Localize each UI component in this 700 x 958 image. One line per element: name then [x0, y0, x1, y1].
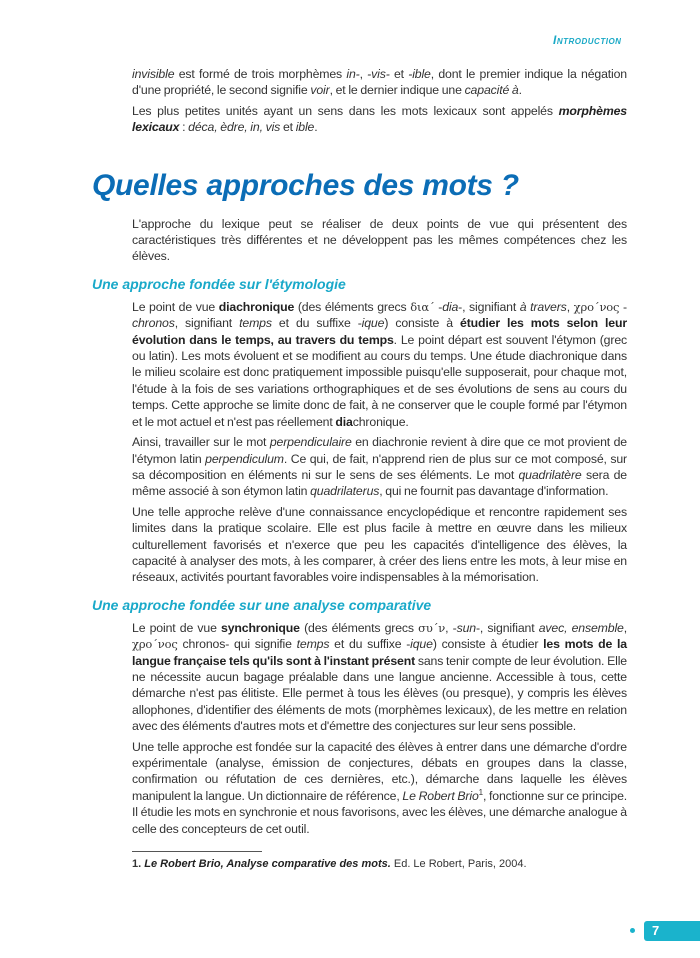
section-title: Quelles approches des mots ?: [92, 168, 519, 202]
text-run: chronique.: [352, 414, 409, 429]
text-run: (des éléments grecs: [299, 620, 419, 635]
text-run: et du suffixe -: [271, 316, 362, 331]
text-run: perpendiculaire: [269, 435, 352, 450]
paragraph: [132, 216, 627, 265]
text-run: Le Robert Brio: [402, 788, 479, 803]
text-run: avec, ensemble: [538, 620, 624, 635]
text-run: , fonctionne sur ce principe. Il étudie les mots en synchronie et nous favorisons, avec les élèves, une démarche analogue à celle des concepteurs de cet outil.: [132, 788, 628, 836]
section-intro: [132, 216, 627, 265]
text-run: morphèmes lexicaux: [132, 103, 627, 135]
text-run: :: [179, 120, 189, 135]
text-run: in-: [346, 67, 360, 81]
text-run: quadrilaterus: [310, 484, 380, 499]
paragraph: [132, 66, 627, 99]
paragraph: [132, 620, 627, 735]
text-run: ,: [359, 67, 368, 81]
text-run: (des éléments grecs: [294, 299, 411, 314]
text-run: ique: [410, 637, 433, 652]
text-run: , dont le premier indique la négation d'une propriété, le second signifie: [132, 67, 627, 98]
text-run: déca, èdre, in, vis: [188, 120, 281, 135]
text-run: Le point de vue: [132, 299, 219, 314]
text-run: temps: [296, 637, 330, 652]
text-run: ) consiste à: [384, 316, 461, 331]
text-run: Une telle approche relève d'une connaissance encyclopédique et rencontre rapidement ses limites dans la pratique scolaire. Elle est plus facile à mettre en œuvre dans les milieux culturellement favorisés et n'exerce que peu les capacités d'intelligence des élèves, la capacité à analyser des mots, à les comparer, à créer des liens entre les mots, à leur mise en réseaux, activités pourtant favorables voire indispensables à la mémorisation.: [132, 504, 627, 585]
text-run: et du suffixe -: [329, 637, 411, 652]
text-run: ique: [361, 316, 385, 331]
footnote-divider: [132, 851, 262, 852]
text-run: Le point de vue: [132, 620, 222, 635]
page-content: [0, 66, 700, 871]
text-run: à travers: [519, 299, 567, 314]
text-run: L'approche du lexique peut se réaliser de deux points de vue qui présentent des caractéristiques très différentes et ne développent pas les mêmes compétences chez les élèves.: [132, 216, 627, 264]
text-run: est formé de trois morphèmes: [174, 67, 347, 81]
text-run: δια΄: [410, 299, 435, 314]
text-run: ,: [566, 299, 574, 314]
page-number: 7: [644, 921, 700, 941]
subsection-body-etymology: [132, 299, 627, 586]
text-run: -: [619, 299, 627, 314]
text-run: sera de même associé à son étymon latin: [132, 467, 627, 499]
text-run: étudier les mots selon leur évolution dans le temps, au travers du temps: [132, 316, 627, 347]
text-run: temps: [239, 316, 272, 331]
text-run: . Le point départ est souvent l'étymon (grec ou latin). Les mots évoluent et se modifient au cours du temps. Une étude diachronique dans le milieu scolaire est donc pratiquement impossible puisqu'elle supposerait, pour chaque mot, l'étude à la fois de ses variations orthographiques et de ses évolutions de sens au cours du temps. Cette approche se limite donc de fait, à ne conserver que le couple formé par l'étymon et le mot actuel et n'est pas réellement: [132, 332, 628, 429]
text-run: -, signifiant: [475, 620, 539, 635]
text-run: . Ce qui, de fait, n'apprend rien de plus sur ce mot composé, sur sa décomposition en éléments ni sur le sens de ses éléments. Le mot: [132, 451, 628, 482]
text-run: Les plus petites unités ayant un sens dans les mots lexicaux sont appelés: [132, 103, 559, 118]
text-run: synchronique: [221, 620, 300, 635]
text-run: -vis-: [367, 67, 390, 81]
intro-text: [132, 66, 627, 136]
footnote-number: 1.: [132, 858, 142, 871]
text-run: Une telle approche est fondée sur la capacité des élèves à entrer dans une démarche d'ordre expérimentale (analyse, émission de conjectures, débats en groupes dans la classe, confirmation ou réfutation de ces dernières, etc.), démarche dans laquelle les élèves manipulent la langue. Un dictionnaire de référence,: [132, 739, 627, 803]
text-run: les mots de la langue française tels qu'ils sont à l'instant présent: [132, 637, 627, 668]
text-run: , signifiant: [174, 316, 240, 331]
text-run: chronos- qui signifie: [177, 637, 297, 652]
text-run: συ΄ν: [418, 620, 446, 635]
text-run: , et le dernier indique une: [329, 83, 465, 98]
text-run: et: [389, 67, 409, 81]
subsection-heading-comparative: Une approche fondée sur une analyse comparative: [92, 596, 432, 613]
text-run: .: [314, 120, 318, 135]
running-header: Introduction: [553, 33, 622, 47]
text-run: χρο΄νος: [573, 299, 620, 314]
text-run: diachronique: [218, 299, 295, 314]
text-run: ) consiste à étudier: [432, 637, 544, 652]
text-run: chronos: [132, 316, 175, 331]
text-run: , qui ne fournit pas davantage d'information.: [379, 484, 609, 499]
paragraph: [132, 504, 627, 586]
text-run: Ainsi, travailler sur le mot: [132, 435, 270, 450]
footnote-source: Ed. Le Robert, Paris, 2004.: [390, 858, 527, 871]
footnote-ref: 1: [478, 787, 483, 797]
text-run: et: [280, 120, 296, 135]
text-run: dia: [442, 299, 459, 314]
text-run: en diachronie revient à dire que ce mot provient de l'étymon latin: [132, 435, 627, 466]
text-run: quadrilatère: [518, 467, 582, 482]
text-run: capacité à: [464, 83, 519, 98]
text-run: ible: [295, 120, 315, 135]
text-run: voir: [310, 83, 330, 98]
footnote: [132, 857, 700, 871]
text-run: -, signifiant: [458, 299, 520, 314]
subsection-heading-etymology: Une approche fondée sur l'étymologie: [92, 275, 346, 292]
page-dot-icon: [630, 928, 635, 933]
paragraph: [132, 299, 627, 430]
text-run: -: [434, 299, 443, 314]
paragraph: [132, 739, 627, 837]
text-run: sans tenir compte de leur évolution. Elle ne nécessite aucun bagage préalable dans une langue ancienne. Accessible à tous, cette démarche n'est pas élitiste. Elle permet à tous les élèves (ou presque), y compris les élèves allophones, d'identifier des éléments de mots (morphèmes lexicaux), de les mettre en relation avec des éléments d'autres mots et d'émettre des conjectures sur leur sens possible.: [132, 653, 627, 734]
paragraph: [132, 434, 627, 500]
text-run: -ible: [408, 67, 431, 81]
text-run: dia: [335, 414, 353, 429]
text-run: ,: [623, 620, 628, 635]
paragraph: [132, 103, 627, 136]
subsection-body-comparative: [132, 620, 627, 837]
text-run: χρο΄νος: [132, 637, 178, 652]
text-run: perpendiculum: [205, 451, 284, 466]
text-run: invisible: [132, 67, 175, 81]
footnote-title: Le Robert Brio, Analyse comparative des mots.: [144, 858, 391, 871]
text-run: sun: [456, 620, 476, 635]
text-run: , -: [445, 620, 457, 635]
text-run: .: [518, 83, 522, 98]
